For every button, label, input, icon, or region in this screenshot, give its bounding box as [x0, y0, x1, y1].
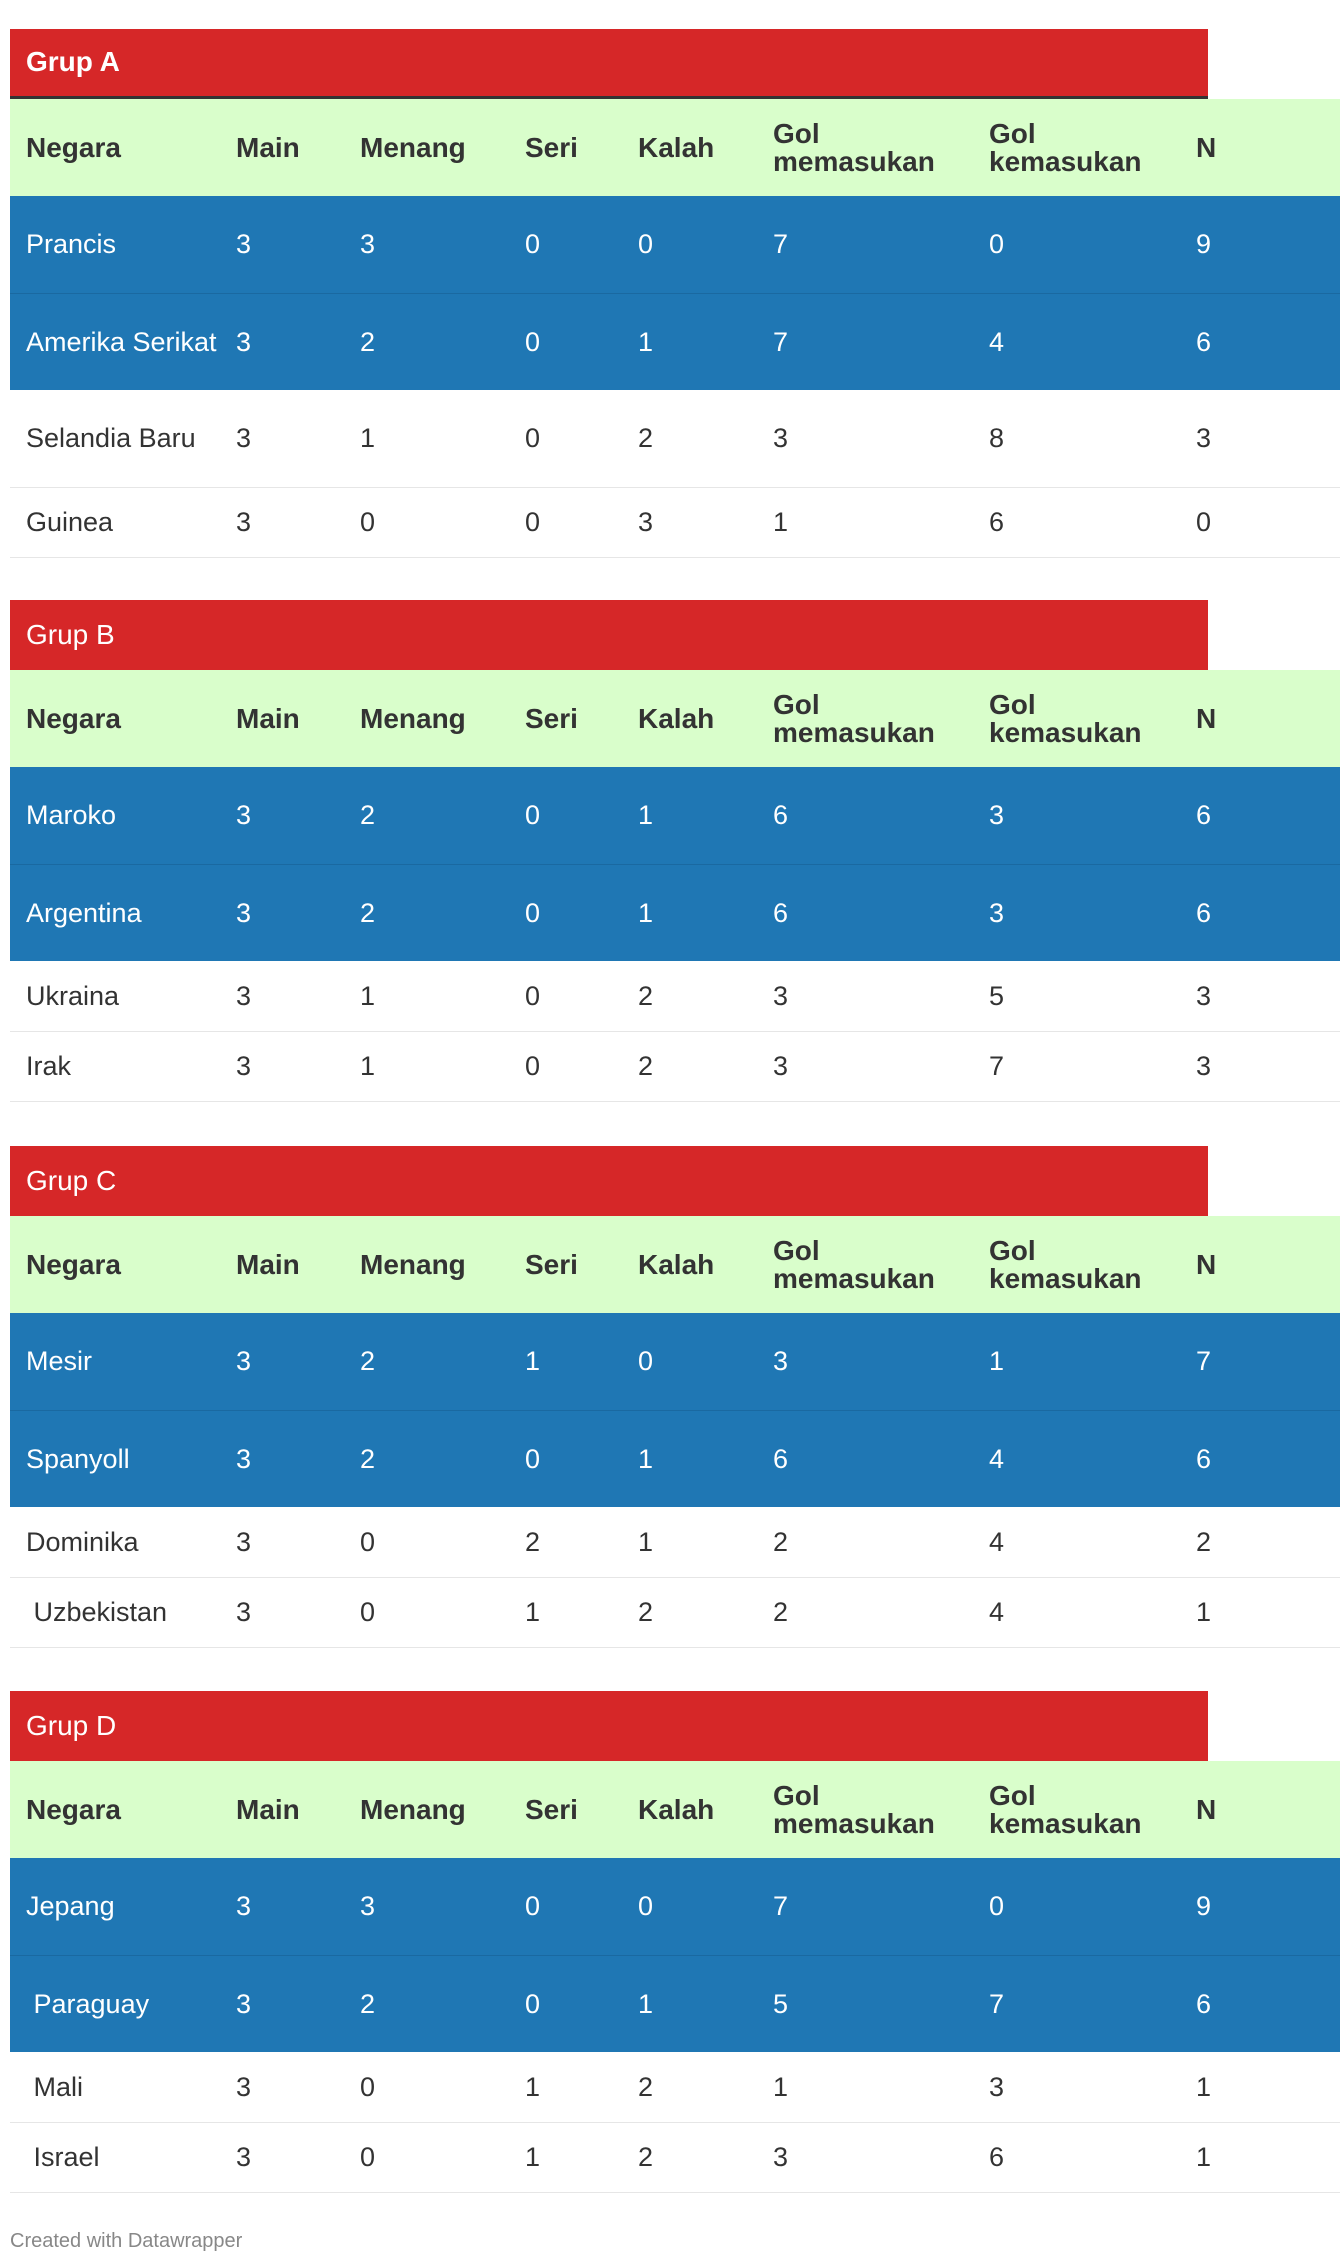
goals-against-cell: 6 — [973, 2122, 1180, 2192]
points-cell: 1 — [1180, 1577, 1340, 1647]
country-cell: Uzbekistan — [10, 1577, 220, 1647]
col-header-menang[interactable]: Menang — [360, 1248, 466, 1280]
lost-cell: 2 — [622, 1577, 757, 1647]
points-cell: 6 — [1180, 293, 1340, 390]
lost-cell: 0 — [638, 229, 654, 260]
drawn-cell: 2 — [509, 1507, 622, 1577]
country-cell: Paraguay — [10, 1955, 220, 2052]
won-cell: 2 — [344, 293, 509, 390]
lost-cell: 1 — [622, 1507, 757, 1577]
goals-against-cell: 3 — [973, 864, 1180, 961]
table-row — [10, 961, 1340, 1031]
group-a — [10, 29, 1217, 558]
country-cell: Selandia Baru — [10, 390, 220, 487]
drawn-cell: 1 — [509, 1577, 622, 1647]
won-cell: 3 — [360, 1891, 376, 1922]
points-cell: 1 — [1180, 2122, 1340, 2192]
goals-for-cell: 3 — [757, 2122, 973, 2192]
played-cell: 3 — [236, 1891, 252, 1922]
group-title: Grup C — [10, 1146, 1208, 1216]
played-cell: 3 — [220, 1955, 344, 2052]
header-row — [10, 1761, 1340, 1858]
played-cell: 3 — [220, 864, 344, 961]
played-cell: 3 — [220, 961, 344, 1031]
goals-against-cell: 4 — [973, 1410, 1180, 1507]
table-row — [10, 767, 1340, 864]
drawn-cell: 0 — [525, 800, 541, 831]
points-cell: 3 — [1180, 961, 1340, 1031]
points-cell: 6 — [1180, 1410, 1340, 1507]
standings-table — [10, 99, 1340, 558]
col-header-negara[interactable]: Negara — [26, 131, 121, 163]
drawn-cell: 0 — [509, 293, 622, 390]
played-cell: 3 — [220, 487, 344, 557]
lost-cell: 0 — [638, 1346, 654, 1377]
played-cell: 3 — [220, 2052, 344, 2122]
country-cell: Spanyoll — [10, 1410, 220, 1507]
won-cell: 1 — [344, 390, 509, 487]
group-title: Grup A — [10, 29, 1208, 99]
standings-table — [10, 670, 1340, 1102]
goals-against-cell: 8 — [973, 390, 1180, 487]
won-cell: 2 — [344, 1955, 509, 2052]
drawn-cell: 0 — [509, 390, 622, 487]
country-cell: Amerika Serikat — [10, 293, 220, 390]
goals-against-cell: 0 — [989, 229, 1005, 260]
country-cell: Dominika — [10, 1507, 220, 1577]
goals-for-cell: 7 — [773, 1891, 789, 1922]
goals-for-cell: 1 — [757, 487, 973, 557]
goals-for-cell: 6 — [773, 800, 789, 831]
won-cell: 1 — [344, 961, 509, 1031]
won-cell: 0 — [344, 1577, 509, 1647]
points-cell: 6 — [1180, 1955, 1340, 2052]
table-row — [10, 864, 1340, 961]
header-row — [10, 670, 1340, 767]
drawn-cell: 0 — [525, 1891, 541, 1922]
col-header-main[interactable]: Main — [236, 131, 300, 163]
goals-for-cell: 1 — [757, 2052, 973, 2122]
won-cell: 0 — [344, 1507, 509, 1577]
goals-against-cell: 4 — [973, 1577, 1180, 1647]
col-header-seri[interactable]: Seri — [525, 702, 578, 734]
goals-against-cell: 3 — [989, 800, 1005, 831]
group-title: Grup B — [10, 600, 1208, 670]
table-row — [10, 487, 1340, 557]
lost-cell: 1 — [638, 800, 654, 831]
lost-cell: 2 — [622, 390, 757, 487]
goals-against-cell: 6 — [973, 487, 1180, 557]
played-cell: 3 — [220, 1577, 344, 1647]
table-row — [10, 1577, 1340, 1647]
table-row — [10, 293, 1340, 390]
col-header-gol-memasukan[interactable]: Gol memasukan — [773, 1234, 935, 1294]
goals-for-cell: 2 — [757, 1507, 973, 1577]
table-row — [10, 1858, 1340, 1955]
col-header-main[interactable]: Main — [236, 702, 300, 734]
lost-cell: 2 — [622, 2052, 757, 2122]
group-d — [10, 1691, 1217, 2193]
goals-against-cell: 1 — [989, 1346, 1005, 1377]
col-header-gol-kemasukan[interactable]: Gol kemasukan — [989, 1779, 1142, 1839]
played-cell: 3 — [220, 1507, 344, 1577]
lost-cell: 1 — [622, 1955, 757, 2052]
won-cell: 2 — [360, 800, 376, 831]
lost-cell: 1 — [622, 864, 757, 961]
drawn-cell: 0 — [509, 487, 622, 557]
country-cell: Irak — [10, 1031, 220, 1101]
country-cell: Guinea — [10, 487, 220, 557]
col-header-gol-kemasukan[interactable]: Gol kemasukan — [989, 1234, 1142, 1294]
goals-against-cell: 4 — [973, 293, 1180, 390]
header-row — [10, 99, 1340, 196]
played-cell: 3 — [220, 390, 344, 487]
col-header-kalah[interactable]: Kalah — [638, 131, 715, 163]
played-cell: 3 — [236, 800, 252, 831]
country-cell: Maroko — [26, 800, 117, 831]
col-header-gol-memasukan[interactable]: Gol memasukan — [773, 117, 935, 177]
goals-against-cell: 5 — [973, 961, 1180, 1031]
points-cell: 0 — [1180, 487, 1340, 557]
drawn-cell: 1 — [525, 1346, 541, 1377]
standings-table — [10, 1761, 1340, 2193]
country-cell: Prancis — [26, 229, 117, 260]
col-header-menang[interactable]: Menang — [360, 131, 466, 163]
points-cell: 6 — [1196, 800, 1212, 831]
goals-against-cell: 7 — [973, 1031, 1180, 1101]
table-row — [10, 1031, 1340, 1101]
won-cell: 1 — [344, 1031, 509, 1101]
played-cell: 3 — [236, 229, 252, 260]
points-cell: 9 — [1196, 1891, 1212, 1922]
country-cell: Israel — [10, 2122, 220, 2192]
table-row — [10, 2052, 1340, 2122]
table-row — [10, 196, 1340, 293]
col-header-gol-kemasukan[interactable]: Gol kemasukan — [989, 117, 1142, 177]
col-header-nilai[interactable]: N — [1196, 1793, 1217, 1825]
col-header-nilai[interactable]: N — [1196, 131, 1217, 163]
goals-for-cell: 3 — [757, 390, 973, 487]
played-cell: 3 — [220, 293, 344, 390]
country-cell: Argentina — [10, 864, 220, 961]
goals-for-cell: 2 — [757, 1577, 973, 1647]
goals-for-cell: 6 — [757, 1410, 973, 1507]
footer-credit[interactable]: Created with Datawrapper — [10, 2230, 243, 2252]
table-row — [10, 1507, 1340, 1577]
goals-against-cell: 4 — [973, 1507, 1180, 1577]
tables-viewport — [10, 0, 1217, 2268]
col-header-kalah[interactable]: Kalah — [638, 1793, 715, 1825]
drawn-cell: 0 — [509, 1410, 622, 1507]
drawn-cell: 1 — [509, 2122, 622, 2192]
col-header-negara[interactable]: Negara — [26, 1248, 121, 1280]
points-cell: 6 — [1180, 864, 1340, 961]
col-header-kalah[interactable]: Kalah — [638, 702, 715, 734]
col-header-kalah[interactable]: Kalah — [638, 1248, 715, 1280]
group-c — [10, 1146, 1217, 1648]
table-row — [10, 1955, 1340, 2052]
drawn-cell: 0 — [525, 229, 541, 260]
group-title: Grup D — [10, 1691, 1208, 1761]
lost-cell: 1 — [622, 1410, 757, 1507]
col-header-main[interactable]: Main — [236, 1793, 300, 1825]
drawn-cell: 0 — [509, 1031, 622, 1101]
goals-for-cell: 7 — [757, 293, 973, 390]
goals-against-cell: 3 — [973, 2052, 1180, 2122]
col-header-main[interactable]: Main — [236, 1248, 300, 1280]
lost-cell: 2 — [622, 961, 757, 1031]
drawn-cell: 0 — [509, 1955, 622, 2052]
drawn-cell: 0 — [509, 961, 622, 1031]
col-header-gol-kemasukan[interactable]: Gol kemasukan — [989, 688, 1142, 748]
country-cell: Mesir — [26, 1346, 92, 1377]
lost-cell: 1 — [622, 293, 757, 390]
points-cell: 7 — [1196, 1346, 1212, 1377]
table-row — [10, 2122, 1340, 2192]
won-cell: 0 — [344, 487, 509, 557]
standings-table — [10, 1216, 1340, 1648]
goals-for-cell: 6 — [757, 864, 973, 961]
goals-for-cell: 3 — [757, 1031, 973, 1101]
goals-for-cell: 3 — [773, 1346, 789, 1377]
goals-for-cell: 3 — [757, 961, 973, 1031]
played-cell: 3 — [236, 1346, 252, 1377]
played-cell: 3 — [220, 1410, 344, 1507]
col-header-menang[interactable]: Menang — [360, 702, 466, 734]
goals-for-cell: 5 — [757, 1955, 973, 2052]
points-cell: 1 — [1180, 2052, 1340, 2122]
won-cell: 2 — [344, 864, 509, 961]
won-cell: 3 — [360, 229, 376, 260]
goals-against-cell: 7 — [973, 1955, 1180, 2052]
col-header-negara[interactable]: Negara — [26, 1793, 121, 1825]
goals-against-cell: 0 — [989, 1891, 1005, 1922]
country-cell: Ukraina — [10, 961, 220, 1031]
group-b — [10, 600, 1217, 1102]
col-header-seri[interactable]: Seri — [525, 131, 578, 163]
played-cell: 3 — [220, 2122, 344, 2192]
table-row — [10, 1313, 1340, 1410]
col-header-gol-memasukan[interactable]: Gol memasukan — [773, 688, 935, 748]
col-header-gol-memasukan[interactable]: Gol memasukan — [773, 1779, 935, 1839]
lost-cell: 2 — [622, 1031, 757, 1101]
lost-cell: 0 — [638, 1891, 654, 1922]
played-cell: 3 — [220, 1031, 344, 1101]
points-cell: 9 — [1196, 229, 1212, 260]
won-cell: 0 — [344, 2052, 509, 2122]
points-cell: 3 — [1180, 1031, 1340, 1101]
table-row — [10, 1410, 1340, 1507]
header-row — [10, 1216, 1340, 1313]
col-header-nilai[interactable]: N — [1196, 1248, 1217, 1280]
col-header-seri[interactable]: Seri — [525, 1248, 578, 1280]
won-cell: 0 — [344, 2122, 509, 2192]
drawn-cell: 0 — [509, 864, 622, 961]
country-cell: Mali — [10, 2052, 220, 2122]
points-cell: 3 — [1180, 390, 1340, 487]
country-cell: Jepang — [26, 1891, 115, 1922]
col-header-seri[interactable]: Seri — [525, 1793, 578, 1825]
col-header-negara[interactable]: Negara — [26, 702, 121, 734]
won-cell: 2 — [360, 1346, 376, 1377]
points-cell: 2 — [1180, 1507, 1340, 1577]
drawn-cell: 1 — [509, 2052, 622, 2122]
lost-cell: 3 — [622, 487, 757, 557]
goals-for-cell: 7 — [773, 229, 789, 260]
won-cell: 2 — [344, 1410, 509, 1507]
col-header-nilai[interactable]: N — [1196, 702, 1217, 734]
col-header-menang[interactable]: Menang — [360, 1793, 466, 1825]
table-row — [10, 390, 1340, 487]
lost-cell: 2 — [622, 2122, 757, 2192]
